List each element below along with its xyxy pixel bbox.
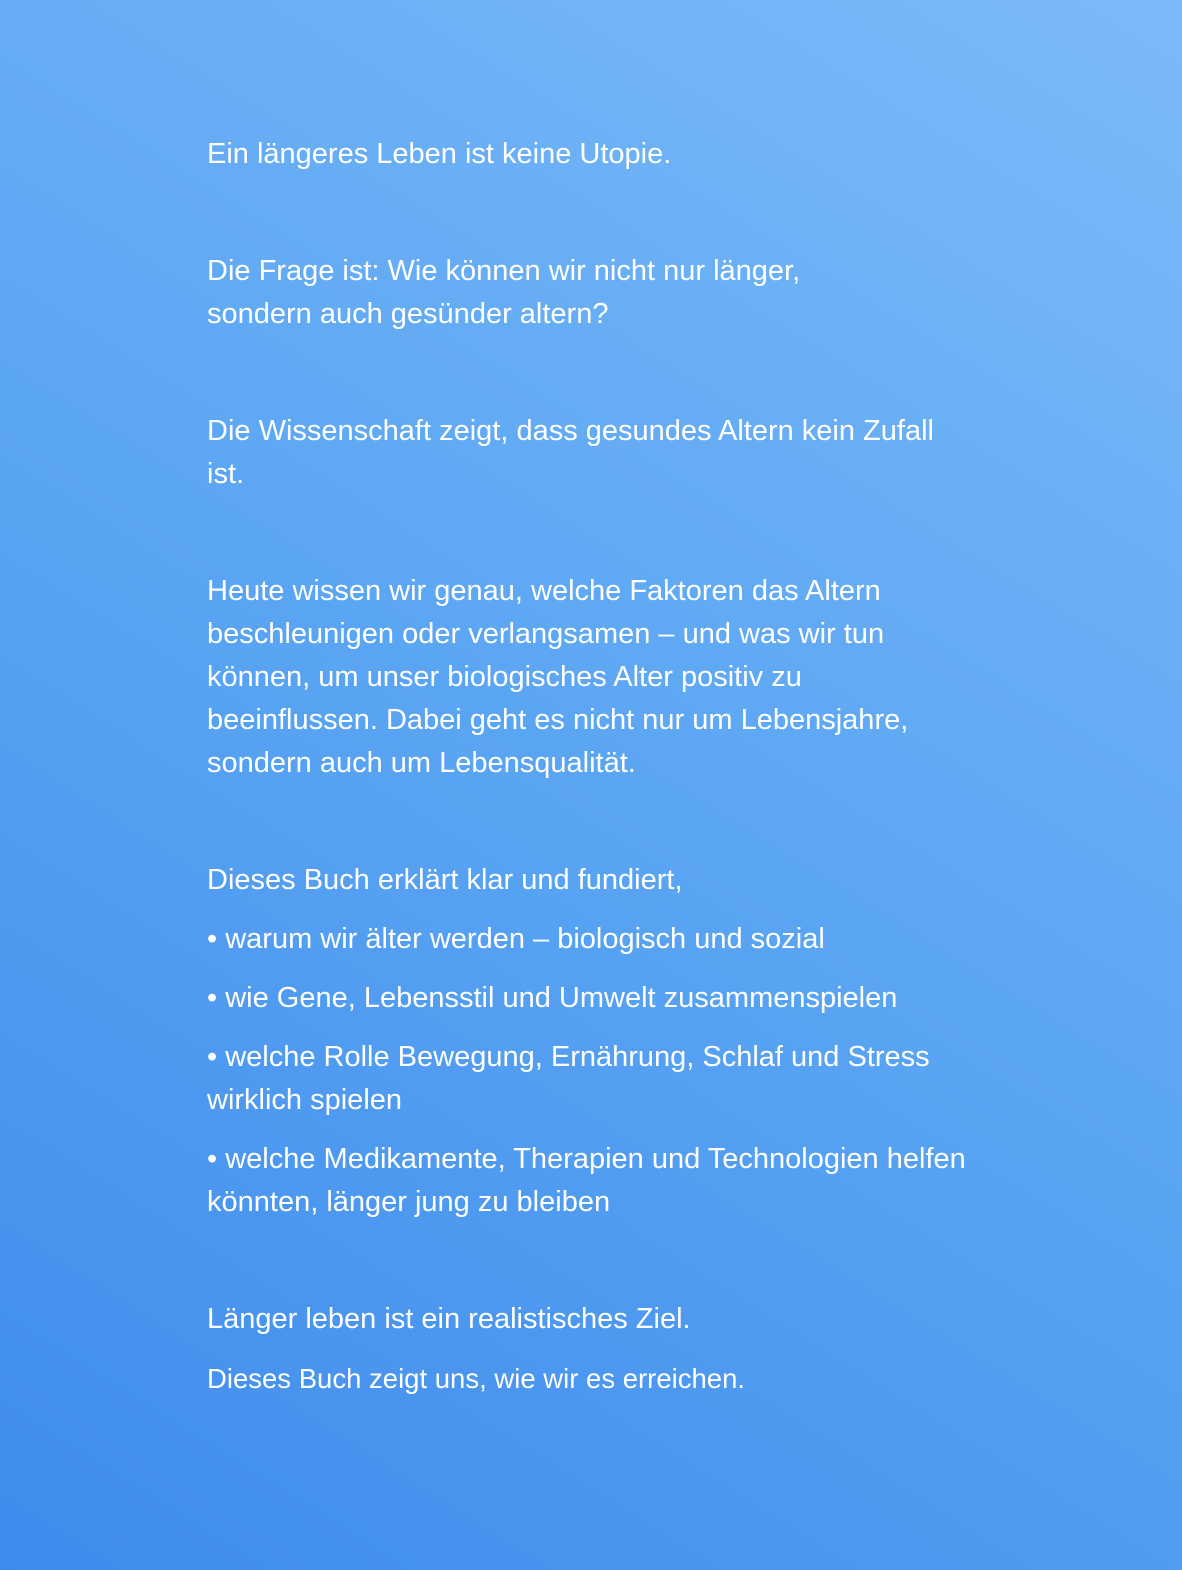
- science-paragraph: Die Wissenschaft zeigt, dass gesundes Altern kein Zufall ist.: [207, 415, 934, 490]
- question-paragraph: Die Frage ist: Wie können wir nicht nur länger, sondern auch gesünder altern?: [207, 255, 801, 330]
- factors-paragraph: Heute wissen wir genau, welche Faktoren das Altern beschleunigen oder verlangsamen – und was wir tun können, um unser biologisches Alter positiv zu beeinflussen. Dabei geht es nicht nur um Lebensjahre, sondern auch um Lebensqualität.: [207, 575, 909, 779]
- intro-paragraph: Ein längeres Leben ist keine Utopie.: [207, 138, 672, 170]
- closing-line: Länger leben ist ein realistisches Ziel.: [207, 1303, 691, 1335]
- bullet-item: • welche Rolle Bewegung, Ernährung, Schlaf und Stress wirklich spielen: [207, 1041, 930, 1116]
- closing-subline: Dieses Buch zeigt uns, wie wir es erreichen.: [207, 1363, 746, 1394]
- description-text: [207, 133, 1007, 1400]
- bullet-item: • welche Medikamente, Therapien und Technologien helfen könnten, länger jung zu bleiben: [207, 1143, 966, 1218]
- bullet-item: • warum wir älter werden – biologisch und sozial: [207, 923, 825, 955]
- bullet-item: • wie Gene, Lebensstil und Umwelt zusammenspielen: [207, 982, 898, 1014]
- book-explains-paragraph: Dieses Buch erklärt klar und fundiert,: [207, 864, 683, 896]
